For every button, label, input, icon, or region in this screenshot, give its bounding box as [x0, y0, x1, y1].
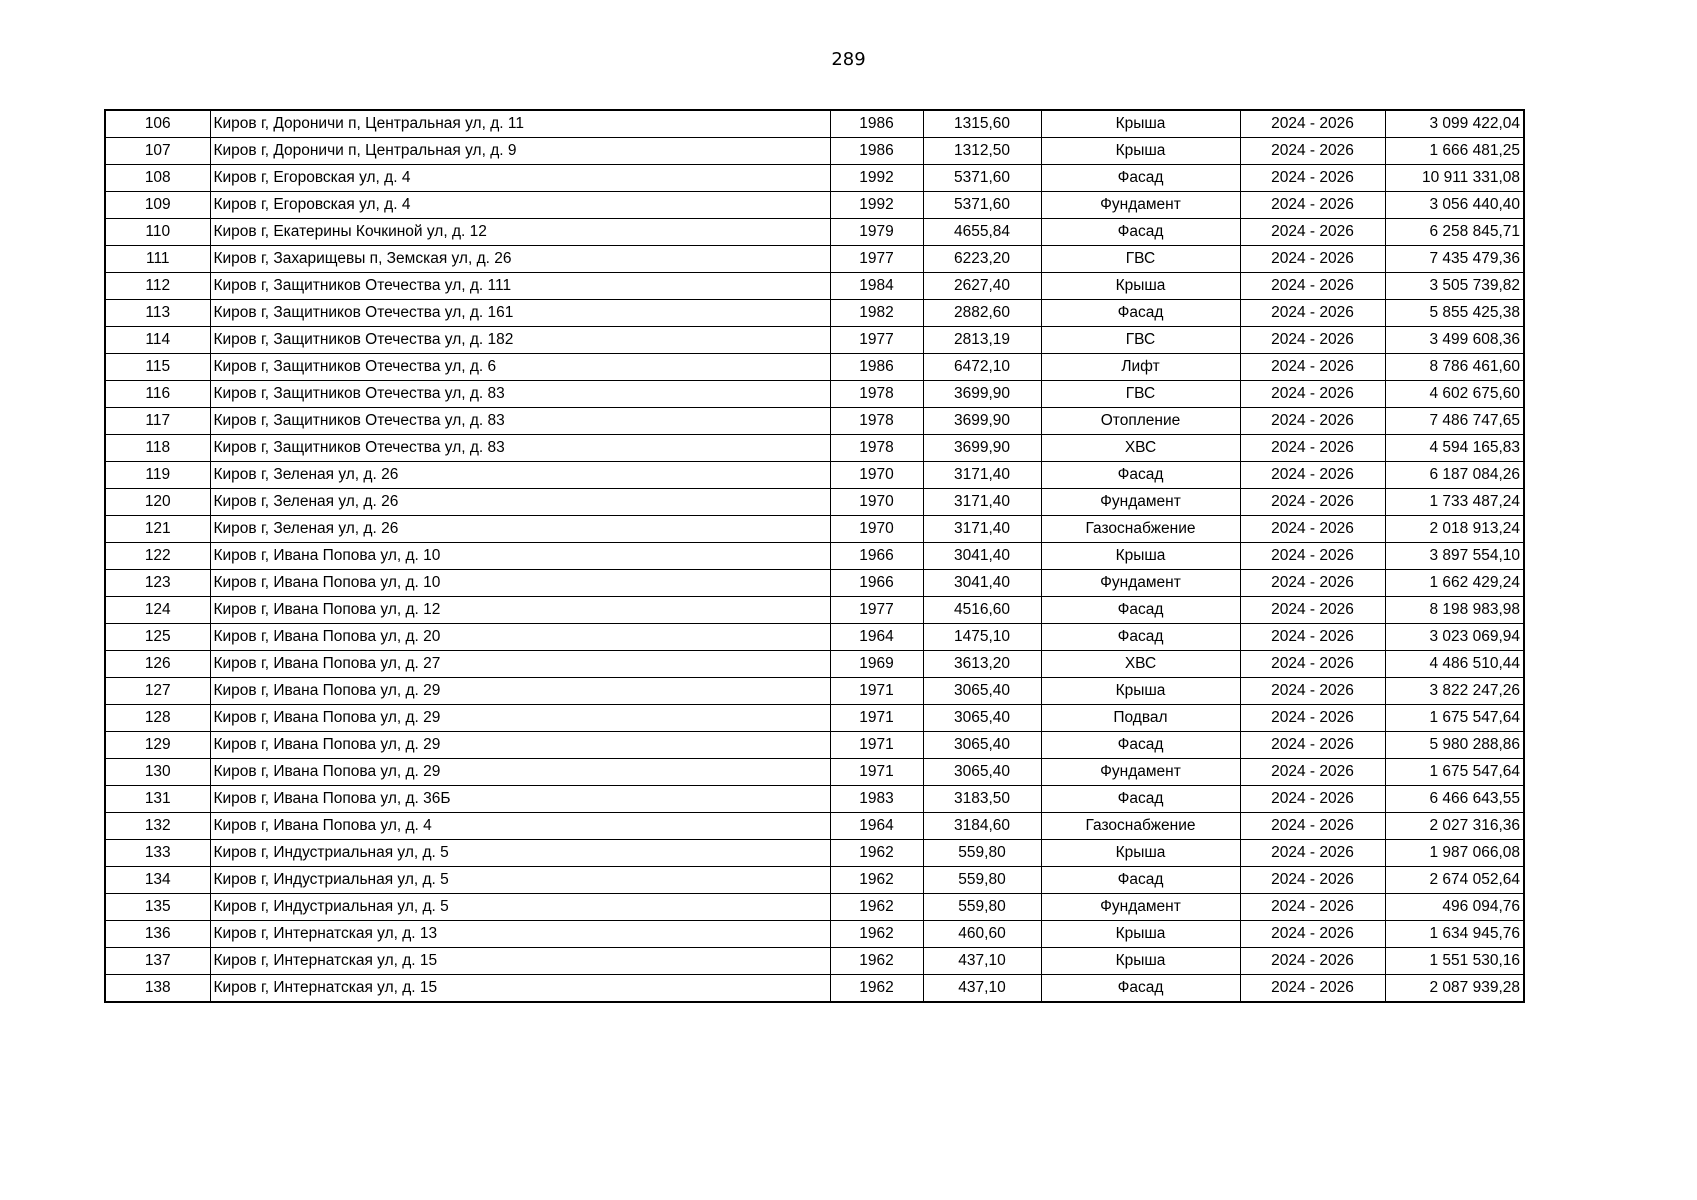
address-cell: Киров г, Егоровская ул, д. 4 [210, 165, 830, 192]
table-row [105, 975, 1524, 1003]
cost-cell: 3 499 608,36 [1385, 327, 1524, 354]
area-cell: 3699,90 [923, 381, 1041, 408]
table-row [105, 759, 1524, 786]
table-row [105, 516, 1524, 543]
period-cell: 2024 - 2026 [1240, 894, 1385, 921]
year-built-cell: 1962 [830, 894, 923, 921]
work-type-cell: ХВС [1041, 651, 1240, 678]
row-number: 117 [105, 408, 210, 435]
area-cell: 3184,60 [923, 813, 1041, 840]
work-type-cell: Крыша [1041, 948, 1240, 975]
period-cell: 2024 - 2026 [1240, 354, 1385, 381]
work-type-cell: Фундамент [1041, 489, 1240, 516]
work-type-cell: ГВС [1041, 381, 1240, 408]
table-row [105, 678, 1524, 705]
row-number: 114 [105, 327, 210, 354]
cost-cell: 1 662 429,24 [1385, 570, 1524, 597]
year-built-cell: 1962 [830, 867, 923, 894]
work-type-cell: Фундамент [1041, 192, 1240, 219]
work-type-cell: Подвал [1041, 705, 1240, 732]
work-type-cell: Крыша [1041, 138, 1240, 165]
area-cell: 3065,40 [923, 678, 1041, 705]
address-cell: Киров г, Защитников Отечества ул, д. 111 [210, 273, 830, 300]
table-row [105, 624, 1524, 651]
table-row [105, 381, 1524, 408]
area-cell: 3171,40 [923, 489, 1041, 516]
year-built-cell: 1970 [830, 489, 923, 516]
work-type-cell: Газоснабжение [1041, 813, 1240, 840]
cost-cell: 1 634 945,76 [1385, 921, 1524, 948]
period-cell: 2024 - 2026 [1240, 138, 1385, 165]
work-type-cell: Фасад [1041, 624, 1240, 651]
table-row [105, 921, 1524, 948]
period-cell: 2024 - 2026 [1240, 786, 1385, 813]
year-built-cell: 1962 [830, 840, 923, 867]
period-cell: 2024 - 2026 [1240, 975, 1385, 1003]
row-number: 122 [105, 543, 210, 570]
cost-cell: 3 099 422,04 [1385, 110, 1524, 138]
work-type-cell: Крыша [1041, 110, 1240, 138]
work-type-cell: Крыша [1041, 921, 1240, 948]
table-row [105, 273, 1524, 300]
row-number: 136 [105, 921, 210, 948]
cost-cell: 1 733 487,24 [1385, 489, 1524, 516]
period-cell: 2024 - 2026 [1240, 543, 1385, 570]
cost-cell: 1 551 530,16 [1385, 948, 1524, 975]
work-type-cell: Фасад [1041, 786, 1240, 813]
area-cell: 437,10 [923, 975, 1041, 1003]
repair-program-table [104, 109, 1525, 1003]
cost-cell: 7 486 747,65 [1385, 408, 1524, 435]
period-cell: 2024 - 2026 [1240, 273, 1385, 300]
row-number: 127 [105, 678, 210, 705]
address-cell: Киров г, Ивана Попова ул, д. 36Б [210, 786, 830, 813]
address-cell: Киров г, Ивана Попова ул, д. 20 [210, 624, 830, 651]
year-built-cell: 1962 [830, 948, 923, 975]
row-number: 137 [105, 948, 210, 975]
row-number: 134 [105, 867, 210, 894]
area-cell: 6472,10 [923, 354, 1041, 381]
row-number: 110 [105, 219, 210, 246]
year-built-cell: 1977 [830, 246, 923, 273]
table-row [105, 192, 1524, 219]
address-cell: Киров г, Защитников Отечества ул, д. 182 [210, 327, 830, 354]
year-built-cell: 1969 [830, 651, 923, 678]
area-cell: 460,60 [923, 921, 1041, 948]
address-cell: Киров г, Захарищевы п, Земская ул, д. 26 [210, 246, 830, 273]
row-number: 128 [105, 705, 210, 732]
period-cell: 2024 - 2026 [1240, 192, 1385, 219]
year-built-cell: 1971 [830, 759, 923, 786]
address-cell: Киров г, Екатерины Кочкиной ул, д. 12 [210, 219, 830, 246]
area-cell: 5371,60 [923, 165, 1041, 192]
cost-cell: 7 435 479,36 [1385, 246, 1524, 273]
work-type-cell: Крыша [1041, 543, 1240, 570]
row-number: 123 [105, 570, 210, 597]
year-built-cell: 1962 [830, 975, 923, 1003]
cost-cell: 1 987 066,08 [1385, 840, 1524, 867]
address-cell: Киров г, Ивана Попова ул, д. 4 [210, 813, 830, 840]
row-number: 113 [105, 300, 210, 327]
address-cell: Киров г, Ивана Попова ул, д. 29 [210, 705, 830, 732]
address-cell: Киров г, Интернатская ул, д. 15 [210, 948, 830, 975]
year-built-cell: 1970 [830, 516, 923, 543]
cost-cell: 5 855 425,38 [1385, 300, 1524, 327]
year-built-cell: 1986 [830, 138, 923, 165]
cost-cell: 3 056 440,40 [1385, 192, 1524, 219]
row-number: 111 [105, 246, 210, 273]
year-built-cell: 1971 [830, 732, 923, 759]
cost-cell: 3 822 247,26 [1385, 678, 1524, 705]
work-type-cell: ГВС [1041, 246, 1240, 273]
table-row [105, 300, 1524, 327]
cost-cell: 6 466 643,55 [1385, 786, 1524, 813]
address-cell: Киров г, Зеленая ул, д. 26 [210, 462, 830, 489]
period-cell: 2024 - 2026 [1240, 462, 1385, 489]
cost-cell: 8 198 983,98 [1385, 597, 1524, 624]
row-number: 108 [105, 165, 210, 192]
period-cell: 2024 - 2026 [1240, 867, 1385, 894]
work-type-cell: Газоснабжение [1041, 516, 1240, 543]
cost-cell: 2 674 052,64 [1385, 867, 1524, 894]
area-cell: 3065,40 [923, 705, 1041, 732]
period-cell: 2024 - 2026 [1240, 597, 1385, 624]
area-cell: 4516,60 [923, 597, 1041, 624]
cost-cell: 8 786 461,60 [1385, 354, 1524, 381]
row-number: 130 [105, 759, 210, 786]
year-built-cell: 1992 [830, 192, 923, 219]
period-cell: 2024 - 2026 [1240, 381, 1385, 408]
work-type-cell: Фасад [1041, 597, 1240, 624]
address-cell: Киров г, Дороничи п, Центральная ул, д. 9 [210, 138, 830, 165]
cost-cell: 2 027 316,36 [1385, 813, 1524, 840]
area-cell: 3613,20 [923, 651, 1041, 678]
address-cell: Киров г, Зеленая ул, д. 26 [210, 489, 830, 516]
table-row [105, 489, 1524, 516]
address-cell: Киров г, Защитников Отечества ул, д. 83 [210, 381, 830, 408]
address-cell: Киров г, Ивана Попова ул, д. 10 [210, 570, 830, 597]
year-built-cell: 1992 [830, 165, 923, 192]
period-cell: 2024 - 2026 [1240, 246, 1385, 273]
period-cell: 2024 - 2026 [1240, 110, 1385, 138]
year-built-cell: 1977 [830, 327, 923, 354]
address-cell: Киров г, Защитников Отечества ул, д. 161 [210, 300, 830, 327]
period-cell: 2024 - 2026 [1240, 165, 1385, 192]
cost-cell: 6 258 845,71 [1385, 219, 1524, 246]
table-row [105, 840, 1524, 867]
row-number: 138 [105, 975, 210, 1003]
cost-cell: 3 505 739,82 [1385, 273, 1524, 300]
area-cell: 2882,60 [923, 300, 1041, 327]
row-number: 120 [105, 489, 210, 516]
period-cell: 2024 - 2026 [1240, 219, 1385, 246]
period-cell: 2024 - 2026 [1240, 489, 1385, 516]
table-row [105, 597, 1524, 624]
table-row [105, 867, 1524, 894]
period-cell: 2024 - 2026 [1240, 408, 1385, 435]
table-body [105, 110, 1524, 1002]
work-type-cell: Фундамент [1041, 570, 1240, 597]
table-row [105, 219, 1524, 246]
address-cell: Киров г, Индустриальная ул, д. 5 [210, 867, 830, 894]
cost-cell: 6 187 084,26 [1385, 462, 1524, 489]
work-type-cell: Фундамент [1041, 759, 1240, 786]
row-number: 129 [105, 732, 210, 759]
address-cell: Киров г, Ивана Попова ул, д. 29 [210, 678, 830, 705]
page-number: 289 [831, 49, 866, 70]
area-cell: 3171,40 [923, 516, 1041, 543]
table-row [105, 813, 1524, 840]
work-type-cell: Крыша [1041, 273, 1240, 300]
table-row [105, 651, 1524, 678]
work-type-cell: Крыша [1041, 840, 1240, 867]
year-built-cell: 1984 [830, 273, 923, 300]
address-cell: Киров г, Зеленая ул, д. 26 [210, 516, 830, 543]
area-cell: 3065,40 [923, 759, 1041, 786]
row-number: 106 [105, 110, 210, 138]
year-built-cell: 1978 [830, 435, 923, 462]
area-cell: 559,80 [923, 840, 1041, 867]
address-cell: Киров г, Дороничи п, Центральная ул, д. 11 [210, 110, 830, 138]
area-cell: 2627,40 [923, 273, 1041, 300]
table-row [105, 435, 1524, 462]
period-cell: 2024 - 2026 [1240, 948, 1385, 975]
area-cell: 3065,40 [923, 732, 1041, 759]
work-type-cell: Фасад [1041, 219, 1240, 246]
address-cell: Киров г, Интернатская ул, д. 15 [210, 975, 830, 1003]
work-type-cell: ХВС [1041, 435, 1240, 462]
table-row [105, 327, 1524, 354]
area-cell: 3041,40 [923, 543, 1041, 570]
area-cell: 437,10 [923, 948, 1041, 975]
year-built-cell: 1964 [830, 813, 923, 840]
table-row [105, 138, 1524, 165]
area-cell: 5371,60 [923, 192, 1041, 219]
period-cell: 2024 - 2026 [1240, 705, 1385, 732]
row-number: 124 [105, 597, 210, 624]
area-cell: 2813,19 [923, 327, 1041, 354]
table-row [105, 462, 1524, 489]
row-number: 133 [105, 840, 210, 867]
year-built-cell: 1982 [830, 300, 923, 327]
period-cell: 2024 - 2026 [1240, 624, 1385, 651]
work-type-cell: Лифт [1041, 354, 1240, 381]
cost-cell: 496 094,76 [1385, 894, 1524, 921]
row-number: 116 [105, 381, 210, 408]
work-type-cell: Фасад [1041, 732, 1240, 759]
cost-cell: 1 675 547,64 [1385, 759, 1524, 786]
work-type-cell: Отопление [1041, 408, 1240, 435]
area-cell: 4655,84 [923, 219, 1041, 246]
area-cell: 3041,40 [923, 570, 1041, 597]
period-cell: 2024 - 2026 [1240, 516, 1385, 543]
row-number: 107 [105, 138, 210, 165]
row-number: 112 [105, 273, 210, 300]
work-type-cell: Фасад [1041, 867, 1240, 894]
work-type-cell: Фасад [1041, 975, 1240, 1003]
row-number: 119 [105, 462, 210, 489]
table-row [105, 354, 1524, 381]
area-cell: 6223,20 [923, 246, 1041, 273]
period-cell: 2024 - 2026 [1240, 570, 1385, 597]
cost-cell: 1 666 481,25 [1385, 138, 1524, 165]
address-cell: Киров г, Защитников Отечества ул, д. 83 [210, 435, 830, 462]
table-row [105, 705, 1524, 732]
row-number: 126 [105, 651, 210, 678]
address-cell: Киров г, Ивана Попова ул, д. 29 [210, 732, 830, 759]
year-built-cell: 1971 [830, 705, 923, 732]
area-cell: 3699,90 [923, 435, 1041, 462]
year-built-cell: 1978 [830, 408, 923, 435]
cost-cell: 2 018 913,24 [1385, 516, 1524, 543]
table-row [105, 732, 1524, 759]
period-cell: 2024 - 2026 [1240, 921, 1385, 948]
table-row [105, 948, 1524, 975]
address-cell: Киров г, Ивана Попова ул, д. 29 [210, 759, 830, 786]
table-row [105, 570, 1524, 597]
cost-cell: 2 087 939,28 [1385, 975, 1524, 1003]
cost-cell: 3 897 554,10 [1385, 543, 1524, 570]
address-cell: Киров г, Защитников Отечества ул, д. 6 [210, 354, 830, 381]
address-cell: Киров г, Индустриальная ул, д. 5 [210, 894, 830, 921]
period-cell: 2024 - 2026 [1240, 651, 1385, 678]
table-row [105, 894, 1524, 921]
area-cell: 559,80 [923, 867, 1041, 894]
cost-cell: 10 911 331,08 [1385, 165, 1524, 192]
row-number: 135 [105, 894, 210, 921]
work-type-cell: Фасад [1041, 165, 1240, 192]
address-cell: Киров г, Ивана Попова ул, д. 12 [210, 597, 830, 624]
year-built-cell: 1966 [830, 543, 923, 570]
period-cell: 2024 - 2026 [1240, 678, 1385, 705]
year-built-cell: 1978 [830, 381, 923, 408]
address-cell: Киров г, Ивана Попова ул, д. 27 [210, 651, 830, 678]
work-type-cell: Крыша [1041, 678, 1240, 705]
cost-cell: 4 486 510,44 [1385, 651, 1524, 678]
work-type-cell: Фундамент [1041, 894, 1240, 921]
period-cell: 2024 - 2026 [1240, 813, 1385, 840]
cost-cell: 5 980 288,86 [1385, 732, 1524, 759]
table-row [105, 408, 1524, 435]
year-built-cell: 1962 [830, 921, 923, 948]
address-cell: Киров г, Индустриальная ул, д. 5 [210, 840, 830, 867]
area-cell: 1315,60 [923, 110, 1041, 138]
table-row [105, 543, 1524, 570]
period-cell: 2024 - 2026 [1240, 840, 1385, 867]
area-cell: 559,80 [923, 894, 1041, 921]
year-built-cell: 1986 [830, 110, 923, 138]
period-cell: 2024 - 2026 [1240, 435, 1385, 462]
table-row [105, 246, 1524, 273]
cost-cell: 3 023 069,94 [1385, 624, 1524, 651]
year-built-cell: 1964 [830, 624, 923, 651]
row-number: 125 [105, 624, 210, 651]
year-built-cell: 1983 [830, 786, 923, 813]
period-cell: 2024 - 2026 [1240, 327, 1385, 354]
row-number: 118 [105, 435, 210, 462]
row-number: 109 [105, 192, 210, 219]
work-type-cell: Фасад [1041, 462, 1240, 489]
row-number: 131 [105, 786, 210, 813]
area-cell: 3171,40 [923, 462, 1041, 489]
address-cell: Киров г, Ивана Попова ул, д. 10 [210, 543, 830, 570]
cost-cell: 4 594 165,83 [1385, 435, 1524, 462]
row-number: 132 [105, 813, 210, 840]
table-row [105, 786, 1524, 813]
area-cell: 1475,10 [923, 624, 1041, 651]
year-built-cell: 1970 [830, 462, 923, 489]
table-row [105, 165, 1524, 192]
row-number: 115 [105, 354, 210, 381]
cost-cell: 1 675 547,64 [1385, 705, 1524, 732]
area-cell: 3699,90 [923, 408, 1041, 435]
work-type-cell: Фасад [1041, 300, 1240, 327]
area-cell: 3183,50 [923, 786, 1041, 813]
table-row [105, 110, 1524, 138]
year-built-cell: 1979 [830, 219, 923, 246]
period-cell: 2024 - 2026 [1240, 300, 1385, 327]
address-cell: Киров г, Интернатская ул, д. 13 [210, 921, 830, 948]
year-built-cell: 1977 [830, 597, 923, 624]
work-type-cell: ГВС [1041, 327, 1240, 354]
year-built-cell: 1966 [830, 570, 923, 597]
address-cell: Киров г, Защитников Отечества ул, д. 83 [210, 408, 830, 435]
cost-cell: 4 602 675,60 [1385, 381, 1524, 408]
period-cell: 2024 - 2026 [1240, 759, 1385, 786]
row-number: 121 [105, 516, 210, 543]
year-built-cell: 1986 [830, 354, 923, 381]
year-built-cell: 1971 [830, 678, 923, 705]
address-cell: Киров г, Егоровская ул, д. 4 [210, 192, 830, 219]
period-cell: 2024 - 2026 [1240, 732, 1385, 759]
area-cell: 1312,50 [923, 138, 1041, 165]
